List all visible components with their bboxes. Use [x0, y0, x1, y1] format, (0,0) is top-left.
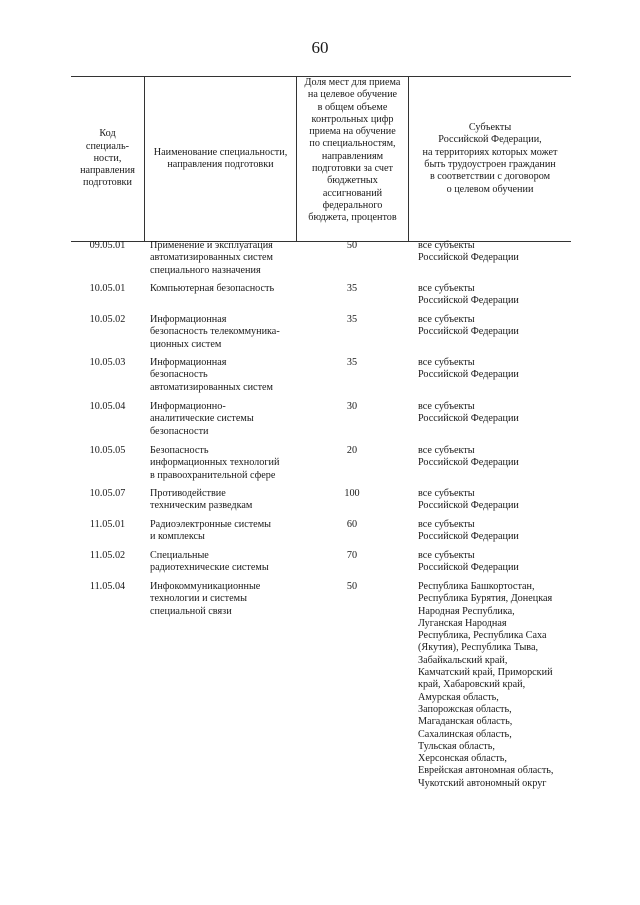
header-subjects-cell — [408, 77, 571, 241]
row-share: 100 — [344, 488, 360, 499]
row-share: 50 — [346, 581, 358, 592]
row-share: 20 — [346, 445, 358, 456]
header-code-label: Код специаль- ности, направления подготовки — [80, 128, 135, 189]
header-name-cell — [144, 77, 296, 241]
row-share: 30 — [346, 401, 358, 412]
row-subjects: Республика Башкортостан, Республика Бурятия, Донецкая Народная Республика, Луганская Народная Республика, Республика Саха (Якутия), Республика Тыва, Забайкальский край, Камчатский край, Приморский край, Хабаровский край, Амурская область, Запорожская область, Магаданская область, Сахалинская область, Тульская область, Херсонская область, Еврейская автономная область, Чукотский автономный округ — [418, 581, 554, 789]
header-name-label: Наименование специальности, направления подготовки — [153, 146, 288, 170]
header-subjects-label: Субъекты Российской Федерации, на территориях которых может быть трудоустроен гражданин в соответствии с договором о целевом обучении — [422, 122, 558, 195]
row-subjects: все субъекты Российской Федерации — [418, 401, 519, 425]
row-subjects: все субъекты Российской Федерации — [418, 240, 519, 264]
page-number: 60 — [311, 38, 329, 57]
row-code: 10.05.07 — [89, 488, 126, 499]
table-header — [71, 76, 571, 242]
row-code: 09.05.01 — [89, 240, 126, 251]
row-subjects: все субъекты Российской Федерации — [418, 314, 519, 338]
row-share: 35 — [346, 314, 358, 325]
row-name: Радиоэлектронные системы и комплексы — [150, 519, 271, 543]
row-name: Компьютерная безопасность — [150, 283, 275, 294]
header-code-cell — [71, 77, 144, 241]
row-name: Специальные радиотехнические системы — [150, 550, 269, 574]
row-code: 11.05.04 — [89, 581, 126, 592]
row-code: 11.05.01 — [89, 519, 126, 530]
header-share-cell — [296, 77, 408, 241]
row-subjects: все субъекты Российской Федерации — [418, 445, 519, 469]
row-subjects: все субъекты Российской Федерации — [418, 550, 519, 574]
row-code: 10.05.04 — [89, 401, 126, 412]
row-code: 10.05.03 — [89, 357, 126, 368]
row-name: Информационная безопасность телекоммуника- ционных систем — [150, 314, 280, 350]
row-code: 11.05.02 — [89, 550, 126, 561]
row-subjects: все субъекты Российской Федерации — [418, 488, 519, 512]
row-share: 70 — [346, 550, 358, 561]
row-share: 60 — [346, 519, 358, 530]
row-name: Противодействие техническим разведкам — [150, 488, 253, 512]
header-share-label: Доля мест для приема на целевое обучение в общем объеме контрольных цифр приема на обучение по специальностям, направлениям подготовки за счет бюджетных ассигнований федерального бюджета, процентов — [304, 77, 401, 224]
row-code: 10.05.05 — [89, 445, 126, 456]
row-share: 35 — [346, 357, 358, 368]
row-name: Безопасность информационных технологий в правоохранительной сфере — [150, 445, 280, 481]
row-code: 10.05.02 — [89, 314, 126, 325]
row-subjects: все субъекты Российской Федерации — [418, 519, 519, 543]
row-share: 35 — [346, 283, 358, 294]
row-subjects: все субъекты Российской Федерации — [418, 357, 519, 381]
row-name: Применение и эксплуатация автоматизированных систем специального назначения — [150, 240, 273, 276]
row-subjects: все субъекты Российской Федерации — [418, 283, 519, 307]
row-name: Информационная безопасность автоматизированных систем — [150, 357, 273, 393]
row-name: Инфокоммуникационные технологии и системы специальной связи — [150, 581, 261, 617]
row-code: 10.05.01 — [89, 283, 126, 294]
row-share: 50 — [346, 240, 358, 251]
row-name: Информационно- аналитические системы безопасности — [150, 401, 254, 437]
